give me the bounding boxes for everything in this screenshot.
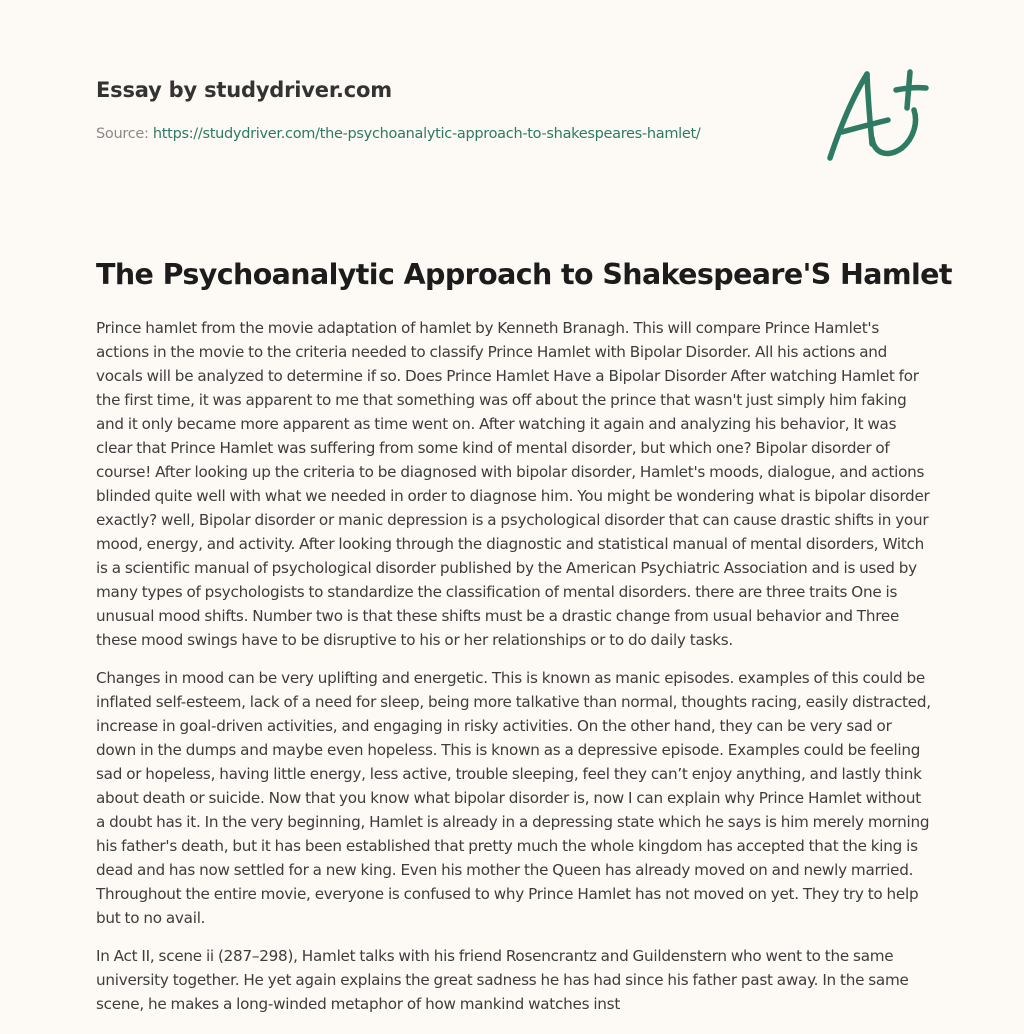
source-line [96, 124, 796, 144]
a-plus-grade-icon [822, 66, 932, 166]
essay-paragraph: In Act II, scene ii (287–298), Hamlet talks with his friend Rosencrantz and Guildenstern who went to the same university together. He yet again explains the great sadness he has had since his father past away. In the same scene, he makes a long-winded metaphor of how mankind watches inst [96, 947, 909, 1013]
essay-paragraph: Changes in mood can be very uplifting and energetic. This is known as manic episodes. examples of this could be inflated self-esteem, lack of a need for sleep, being more talkative than normal, thoughts racing, easily distracted, increase in goal-driven activities, and engaging in risky activities. On the other hand, they can be very sad or down in the dumps and maybe even hopeless. This is known as a depressive episode. Examples could be feeling sad or hopeless, having little energy, less active, trouble sleeping, feel they can’t enjoy anything, and lastly think about death or suicide. Now that you know what bipolar disorder is, now I can explain why Prince Hamlet without a doubt has it. In the very beginning, Hamlet is already in a depressing state which he says is him merely morning his father's death, but it has been established that pretty much the whole kingdom has accepted that the king is dead and has now settled for a new king. Even his mother the Queen has already moved on and newly married. Throughout the entire movie, everyone is confused to why Prince Hamlet has not moved on yet. They try to help but to no avail. [96, 669, 931, 927]
essay-body [96, 316, 934, 1030]
source-link[interactable]: https://studydriver.com/the-psychoanalytic-approach-to-shakespeares-hamlet/ [152, 126, 701, 142]
source-label: Source: [96, 126, 153, 142]
page-header [96, 76, 796, 144]
site-brand: Essay by studydriver.com [96, 78, 392, 102]
essay-title: The Psychoanalytic Approach to Shakespeare'S Hamlet [96, 258, 952, 291]
essay-paragraph: Prince hamlet from the movie adaptation of hamlet by Kenneth Branagh. This will compare Prince Hamlet's actions in the movie to the criteria needed to classify Prince Hamlet with Bipolar Disorder. All his actions and vocals will be analyzed to determine if so. Does Prince Hamlet Have a Bipolar Disorder After watching Hamlet for the first time, it was apparent to me that something was off about the prince that wasn't just simply him faking and it only became more apparent as time went on. After watching it again and analyzing his behavior, It was clear that Prince Hamlet was suffering from some kind of mental disorder, but which one? Bipolar disorder of course! After looking up the criteria to be diagnosed with bipolar disorder, Hamlet's moods, dialogue, and actions blinded quite well with what we needed in order to diagnose him. You might be wondering what is bipolar disorder exactly? well, Bipolar disorder or manic depression is a psychological disorder that can cause drastic shifts in your mood, energy, and activity. After looking through the diagnostic and statistical manual of mental disorders, Witch is a scientific manual of psychological disorder published by the American Psychiatric Association and is used by many types of psychologists to standardize the classification of mental disorders. there are three traits One is unusual mood shifts. Number two is that these shifts must be a drastic change from usual behavior and Three these mood swings have to be disruptive to his or her relationships or to do daily tasks. [96, 319, 930, 649]
